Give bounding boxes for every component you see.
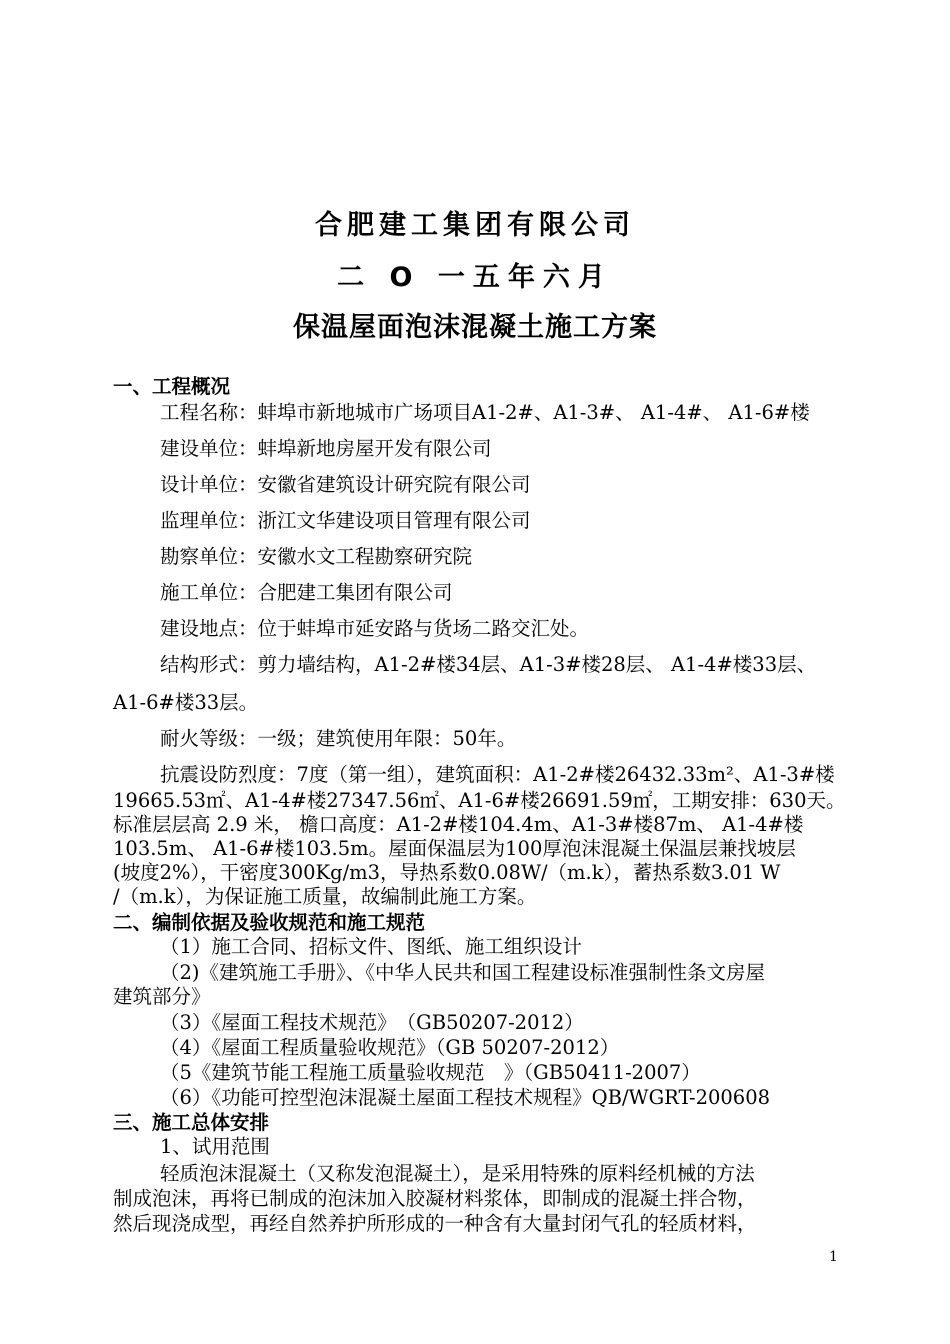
supervisor-line: 监理单位：浙江文华建设项目管理有限公司 xyxy=(160,509,531,532)
seismic-line: 抗震设防烈度：7度（第一组），建筑面积：A1-2#楼26432.33m²、A1-3#楼 xyxy=(160,763,835,786)
area-line: 19665.53㎡、A1-4#楼27347.56㎡、A1-6#楼26691.59㎡，工期安排：630天。 xyxy=(113,789,846,812)
body-line-2: 制成泡沫，再将已制成的泡沫加入胶凝材料浆体，即制成的混凝土拌合物， xyxy=(113,1187,757,1210)
density-line: (坡度2%），干密度300Kg/m3，导热系数0.08W/（m.k），蓄热系数3.01 W xyxy=(113,861,781,884)
basis-item-2: （2)《建筑施工手册》、《中华人民共和国工程建设标准强制性条文房屋 xyxy=(160,961,766,984)
section-heading-basis: 二、编制依据及验收规范和施工规范 xyxy=(113,911,426,934)
body-line-3: 然后现浇成型，再经自然养护所形成的一种含有大量封闭气孔的轻质材料， xyxy=(113,1212,757,1235)
structure-line-cont: A1-6#楼33层。 xyxy=(113,691,259,714)
height-line: 标准层层高 2.9 米， 檐口高度：A1-2#楼104.4m、A1-3#楼87m、 A1-4#楼 xyxy=(113,813,804,836)
project-name-line: 工程名称：蚌埠市新地城市广场项目A1-2#、A1-3#、 A1-4#、 A1-6#楼 xyxy=(160,401,810,424)
section-heading-overview: 一、工程概况 xyxy=(113,375,231,398)
insulation-line: 103.5m、 A1-6#楼103.5m。屋面保温层为100厚泡沫混凝土保温层兼找坡层 xyxy=(113,837,796,860)
basis-item-5: （5《建筑节能工程施工质量验收规范 》（GB50411-2007） xyxy=(160,1061,701,1084)
body-line-1: 轻质泡沫混凝土（又称发泡混凝土），是采用特殊的原料经机械的方法 xyxy=(160,1162,755,1185)
page-number: 1 xyxy=(829,1249,838,1265)
document-title: 保温屋面泡沫混凝土施工方案 xyxy=(293,312,657,343)
document-date: 二 O 一五年六月 xyxy=(337,262,613,293)
basis-item-4: （4）《屋面工程质量验收规范》（GB 50207-2012） xyxy=(160,1036,620,1059)
basis-item-2-cont: 建筑部分》 xyxy=(113,985,211,1008)
purpose-line: /（m.k），为保证施工质量，故编制此施工方案。 xyxy=(113,885,537,908)
fire-rating-line: 耐火等级：一级；建筑使用年限：50年。 xyxy=(160,727,517,750)
scope-heading: 1、试用范围 xyxy=(160,1135,270,1158)
company-title: 合肥建工集团有限公司 xyxy=(315,210,635,241)
survey-line: 勘察单位：安徽水文工程勘察研究院 xyxy=(160,545,473,568)
basis-item-6: （6）《功能可控型泡沫混凝土屋面工程技术规程》QB/WGRT-200608 xyxy=(160,1086,771,1109)
client-line: 建设单位：蚌埠新地房屋开发有限公司 xyxy=(160,437,492,460)
structure-line: 结构形式：剪力墙结构，A1-2#楼34层、A1-3#楼28层、 A1-4#楼33层、 xyxy=(160,653,817,676)
designer-line: 设计单位：安徽省建筑设计研究院有限公司 xyxy=(160,473,531,496)
basis-item-3: （3）《屋面工程技术规范》 （GB50207-2012） xyxy=(160,1011,584,1034)
location-line: 建设地点：位于蚌埠市延安路与货场二路交汇处。 xyxy=(160,617,590,640)
contractor-line: 施工单位：合肥建工集团有限公司 xyxy=(160,581,453,604)
basis-item-1: （1）施工合同、招标文件、图纸、施工组织设计 xyxy=(160,935,582,958)
section-heading-arrangement: 三、施工总体安排 xyxy=(113,1111,270,1134)
